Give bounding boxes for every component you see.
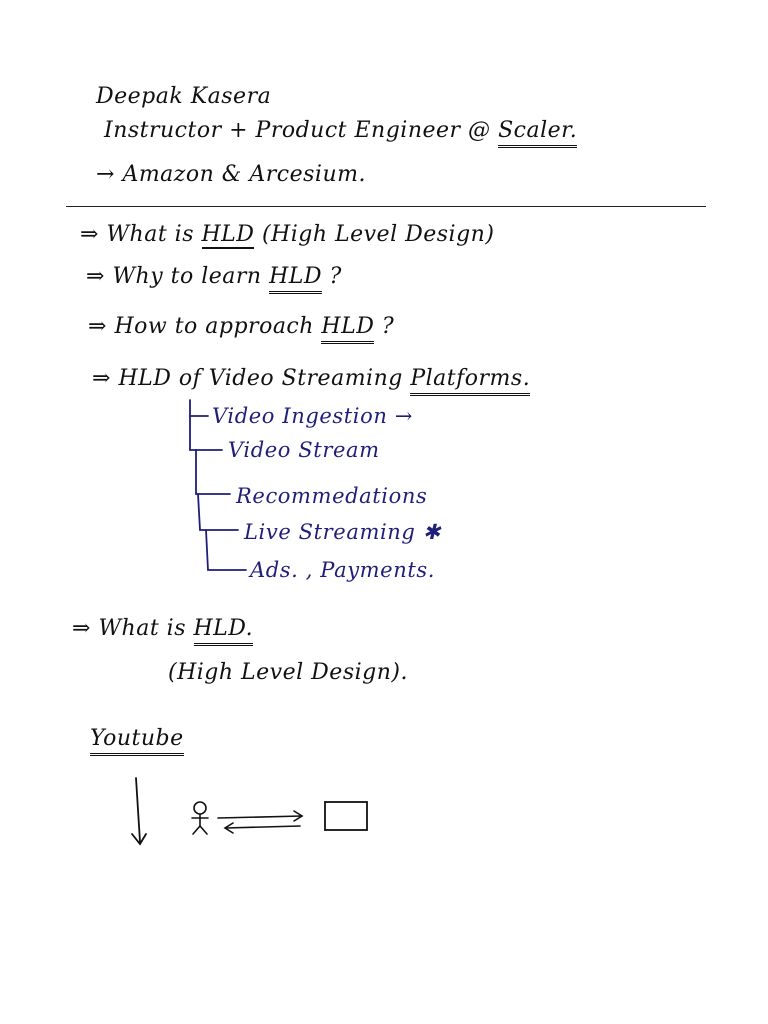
subtopic-item: Recommedations: [236, 484, 428, 508]
hld-expansion: (High Level Design).: [168, 660, 408, 685]
double-arrow-icon: ⇒: [92, 366, 111, 391]
company-name: Scaler.: [498, 118, 577, 148]
subtopic-item: Video Stream: [228, 438, 380, 462]
hld-definition-heading: ⇒ What is HLD.: [72, 616, 253, 641]
star-icon: ✱: [422, 520, 441, 544]
right-arrow-icon: →: [96, 162, 115, 187]
agenda-item: ⇒ What is HLD (High Level Design): [80, 222, 495, 247]
author-name: Deepak Kasera: [96, 84, 272, 109]
agenda-item: ⇒ Why to learn HLD ?: [86, 264, 342, 289]
double-arrow-icon: ⇒: [88, 314, 107, 339]
double-arrow-icon: ⇒: [86, 264, 105, 289]
double-arrow-icon: ⇒: [72, 616, 91, 641]
down-arrow-icon: [132, 778, 146, 844]
subtopic-item: Video Ingestion →: [212, 404, 413, 428]
subtopic-item: Ads. , Payments.: [250, 558, 436, 582]
server-box-icon: [325, 802, 367, 830]
double-arrow-icon: ⇒: [80, 222, 99, 247]
previous-companies: → Amazon & Arcesium.: [96, 162, 366, 187]
subtopic-item: Live Streaming ✱: [244, 520, 441, 544]
author-role: Instructor + Product Engineer @ Scaler.: [104, 118, 577, 143]
user-figure-icon: [192, 802, 208, 834]
request-response-arrows-icon: [218, 811, 302, 833]
agenda-item: ⇒ How to approach HLD ?: [88, 314, 394, 339]
agenda-item: ⇒ HLD of Video Streaming Platforms.: [92, 366, 530, 391]
subtopic-branch-lines: [190, 400, 246, 570]
youtube-title: Youtube: [90, 726, 184, 751]
